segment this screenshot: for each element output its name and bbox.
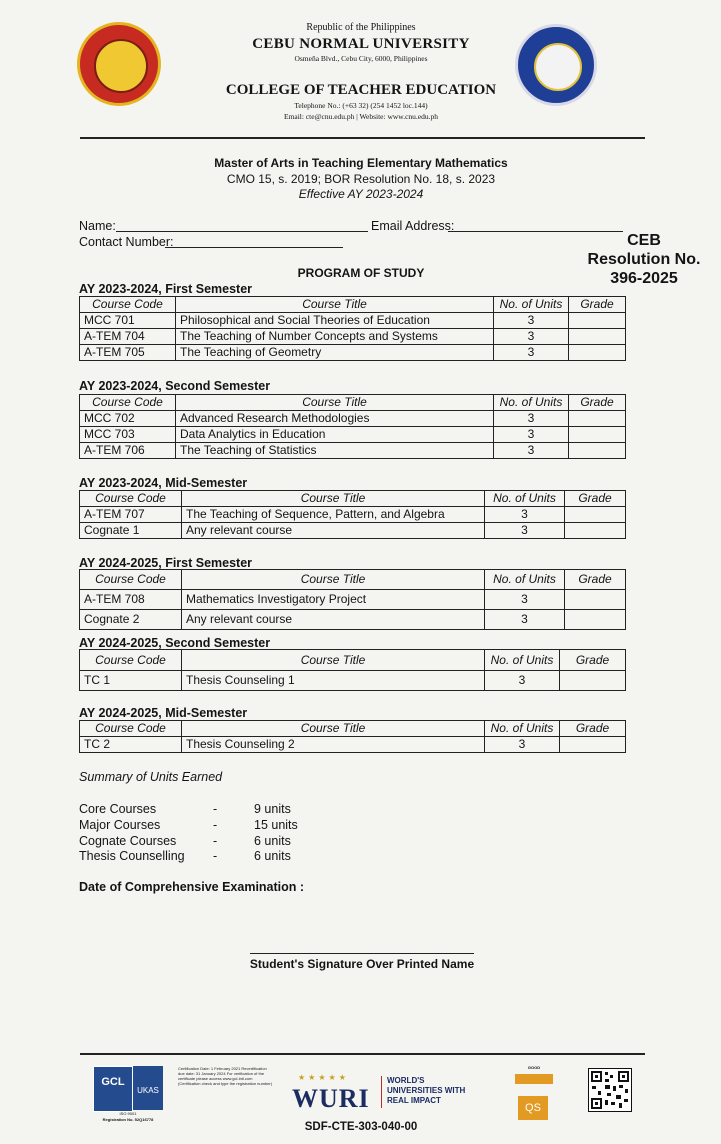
course-units: 3: [485, 507, 565, 523]
semester-table: [79, 490, 626, 539]
signature-label: Student's Signature Over Printed Name: [249, 957, 475, 971]
semester-label: AY 2024-2025, First Semester: [79, 556, 253, 570]
grade-cell[interactable]: [560, 737, 626, 753]
grade-cell[interactable]: [569, 427, 626, 443]
qr-code-icon: [588, 1068, 632, 1112]
course-title: The Teaching of Statistics: [176, 443, 494, 459]
semester-label: AY 2023-2024, First Semester: [79, 282, 253, 296]
table-row: [80, 523, 626, 539]
course-units: 3: [494, 427, 569, 443]
ceb-resolution-note: [584, 231, 704, 288]
col-course-code: Course Code: [80, 297, 176, 313]
col-course-code: Course Code: [80, 721, 182, 737]
col-grade: Grade: [565, 491, 626, 507]
col-course-title: Course Title: [182, 650, 485, 671]
col-course-code: Course Code: [80, 491, 182, 507]
course-code: TC 1: [80, 671, 182, 691]
program-title: Master of Arts in Teaching Elementary Mathematics: [214, 156, 508, 170]
footer-divider: [80, 1053, 645, 1055]
grade-cell[interactable]: [569, 329, 626, 345]
program-of-study-heading: PROGRAM OF STUDY: [297, 266, 425, 280]
republic-line: Republic of the Philippines: [306, 22, 416, 33]
col-course-title: Course Title: [182, 721, 485, 737]
course-code: A-TEM 705: [80, 345, 176, 361]
course-code: TC 2: [80, 737, 182, 753]
grade-cell[interactable]: [569, 345, 626, 361]
summary-label: Major Courses: [79, 818, 161, 832]
col-course-title: Course Title: [182, 570, 485, 590]
col-units: No. of Units: [485, 650, 560, 671]
col-course-title: Course Title: [176, 297, 494, 313]
name-label: Name:: [79, 219, 116, 233]
program-reference: CMO 15, s. 2019; BOR Resolution No. 18, s. 2023: [226, 172, 496, 186]
table-row: [80, 313, 626, 329]
col-course-code: Course Code: [80, 570, 182, 590]
col-grade: Grade: [560, 721, 626, 737]
grade-cell[interactable]: [565, 507, 626, 523]
table-row: [80, 411, 626, 427]
semester-label: AY 2023-2024, Mid-Semester: [79, 476, 248, 490]
grade-cell[interactable]: [569, 443, 626, 459]
ukas-logo: UKAS: [133, 1066, 163, 1110]
semester-label: AY 2024-2025, Mid-Semester: [79, 706, 248, 720]
ceb-note-line2: Resolution No.: [587, 251, 701, 268]
course-units: 3: [494, 313, 569, 329]
semester-label: AY 2023-2024, Second Semester: [79, 379, 271, 393]
table-row: [80, 590, 626, 610]
certification-text: Certification Date: 1 February 2021 Recertification due date: 31 January 2024 For verification of the certificate please access www.gcl-intl.com (Certification check and type the registration number): [178, 1066, 273, 1086]
course-title: Thesis Counseling 2: [182, 737, 485, 753]
table-row: [80, 443, 626, 459]
signature-line[interactable]: [250, 953, 474, 954]
contact-label: Contact Number:: [79, 235, 174, 249]
header-divider: [80, 137, 645, 139]
course-code: A-TEM 708: [80, 590, 182, 610]
col-course-code: Course Code: [80, 395, 176, 411]
col-grade: Grade: [560, 650, 626, 671]
semester-table: [79, 394, 626, 459]
wuri-stars-icon: ★★★★★: [298, 1073, 349, 1082]
document-code: SDF-CTE-303-040-00: [304, 1121, 418, 1133]
summary-value: 6 units: [254, 834, 291, 848]
course-code: Cognate 1: [80, 523, 182, 539]
course-title: Any relevant course: [182, 610, 485, 630]
course-title: Data Analytics in Education: [176, 427, 494, 443]
qs-logo: QS: [518, 1096, 548, 1120]
col-course-title: Course Title: [176, 395, 494, 411]
col-course-code: Course Code: [80, 650, 182, 671]
table-row: [80, 671, 626, 691]
table-row: [80, 737, 626, 753]
registration-number: Registration No. 52Q16778: [102, 1117, 154, 1122]
iso-label: ISO 9001: [119, 1111, 137, 1116]
email-field[interactable]: [448, 231, 623, 232]
course-units: 3: [485, 610, 565, 630]
course-units: 3: [494, 443, 569, 459]
summary-label: Cognate Courses: [79, 834, 177, 848]
course-units: 3: [485, 737, 560, 753]
program-effective: Effective AY 2023-2024: [298, 187, 424, 201]
grade-cell[interactable]: [569, 411, 626, 427]
course-title: Philosophical and Social Theories of Education: [176, 313, 494, 329]
summary-value: 9 units: [254, 802, 291, 816]
course-title: Advanced Research Methodologies: [176, 411, 494, 427]
summary-dash: -: [213, 849, 218, 863]
qs-stars-icon: [515, 1074, 553, 1084]
col-units: No. of Units: [494, 297, 569, 313]
grade-cell[interactable]: [560, 671, 626, 691]
university-address: Osmeña Blvd., Cebu City, 6000, Philippines: [294, 54, 428, 63]
course-code: MCC 702: [80, 411, 176, 427]
summary-dash: -: [213, 834, 218, 848]
summary-label: Core Courses: [79, 802, 157, 816]
grade-cell[interactable]: [565, 610, 626, 630]
gcl-certification-logo: GCL: [93, 1066, 133, 1112]
university-name: CEBU NORMAL UNIVERSITY: [252, 36, 470, 52]
course-units: 3: [494, 345, 569, 361]
name-field[interactable]: [116, 231, 368, 232]
col-course-title: Course Title: [182, 491, 485, 507]
email-website-line: Email: cte@cnu.edu.ph | Website: www.cnu.edu.ph: [283, 112, 439, 121]
table-row: [80, 329, 626, 345]
course-title: Mathematics Investigatory Project: [182, 590, 485, 610]
course-units: 3: [494, 411, 569, 427]
col-grade: Grade: [569, 297, 626, 313]
course-code: A-TEM 706: [80, 443, 176, 459]
semester-table: [79, 569, 626, 630]
table-row: [80, 427, 626, 443]
col-grade: Grade: [569, 395, 626, 411]
summary-title: Summary of Units Earned: [79, 770, 223, 784]
contact-field[interactable]: [165, 247, 343, 248]
col-units: No. of Units: [485, 721, 560, 737]
semester-table: [79, 720, 626, 753]
semester-table: [79, 649, 626, 691]
course-units: 3: [485, 590, 565, 610]
table-row: [80, 345, 626, 361]
course-title: The Teaching of Number Concepts and Systems: [176, 329, 494, 345]
course-title: Thesis Counseling 1: [182, 671, 485, 691]
grade-cell[interactable]: [565, 523, 626, 539]
course-title: Any relevant course: [182, 523, 485, 539]
college-name: COLLEGE OF TEACHER EDUCATION: [225, 82, 497, 98]
col-units: No. of Units: [494, 395, 569, 411]
email-label: Email Address:: [371, 219, 455, 233]
comprehensive-exam-label: Date of Comprehensive Examination :: [79, 880, 305, 894]
course-units: 3: [494, 329, 569, 345]
summary-dash: -: [213, 802, 218, 816]
grade-cell[interactable]: [569, 313, 626, 329]
table-row: [80, 507, 626, 523]
qs-rating-label: GOOD: [527, 1065, 541, 1070]
course-code: A-TEM 707: [80, 507, 182, 523]
course-title: The Teaching of Sequence, Pattern, and Algebra: [182, 507, 485, 523]
summary-value: 15 units: [254, 818, 298, 832]
summary-value: 6 units: [254, 849, 291, 863]
summary-label: Thesis Counselling: [79, 849, 185, 863]
course-code: Cognate 2: [80, 610, 182, 630]
course-code: A-TEM 704: [80, 329, 176, 345]
ceb-note-line3: 396-2025: [610, 270, 678, 287]
grade-cell[interactable]: [565, 590, 626, 610]
course-units: 3: [485, 671, 560, 691]
wuri-logo: WURI: [292, 1084, 370, 1113]
cnu-seal-logo: [77, 22, 161, 106]
course-code: MCC 701: [80, 313, 176, 329]
col-grade: Grade: [565, 570, 626, 590]
course-title: The Teaching of Geometry: [176, 345, 494, 361]
table-row: [80, 610, 626, 630]
col-units: No. of Units: [485, 570, 565, 590]
wuri-separator: [381, 1076, 382, 1108]
wuri-tagline: WORLD'S UNIVERSITIES WITH REAL IMPACT: [387, 1076, 466, 1105]
course-code: MCC 703: [80, 427, 176, 443]
course-units: 3: [485, 523, 565, 539]
col-units: No. of Units: [485, 491, 565, 507]
semester-label: AY 2024-2025, Second Semester: [79, 636, 271, 650]
ceb-note-line1: CEB: [627, 232, 661, 249]
summary-dash: -: [213, 818, 218, 832]
semester-table: [79, 296, 626, 361]
telephone-line: Telephone No.: (+63 32) (254 1452 loc.144): [294, 101, 428, 110]
